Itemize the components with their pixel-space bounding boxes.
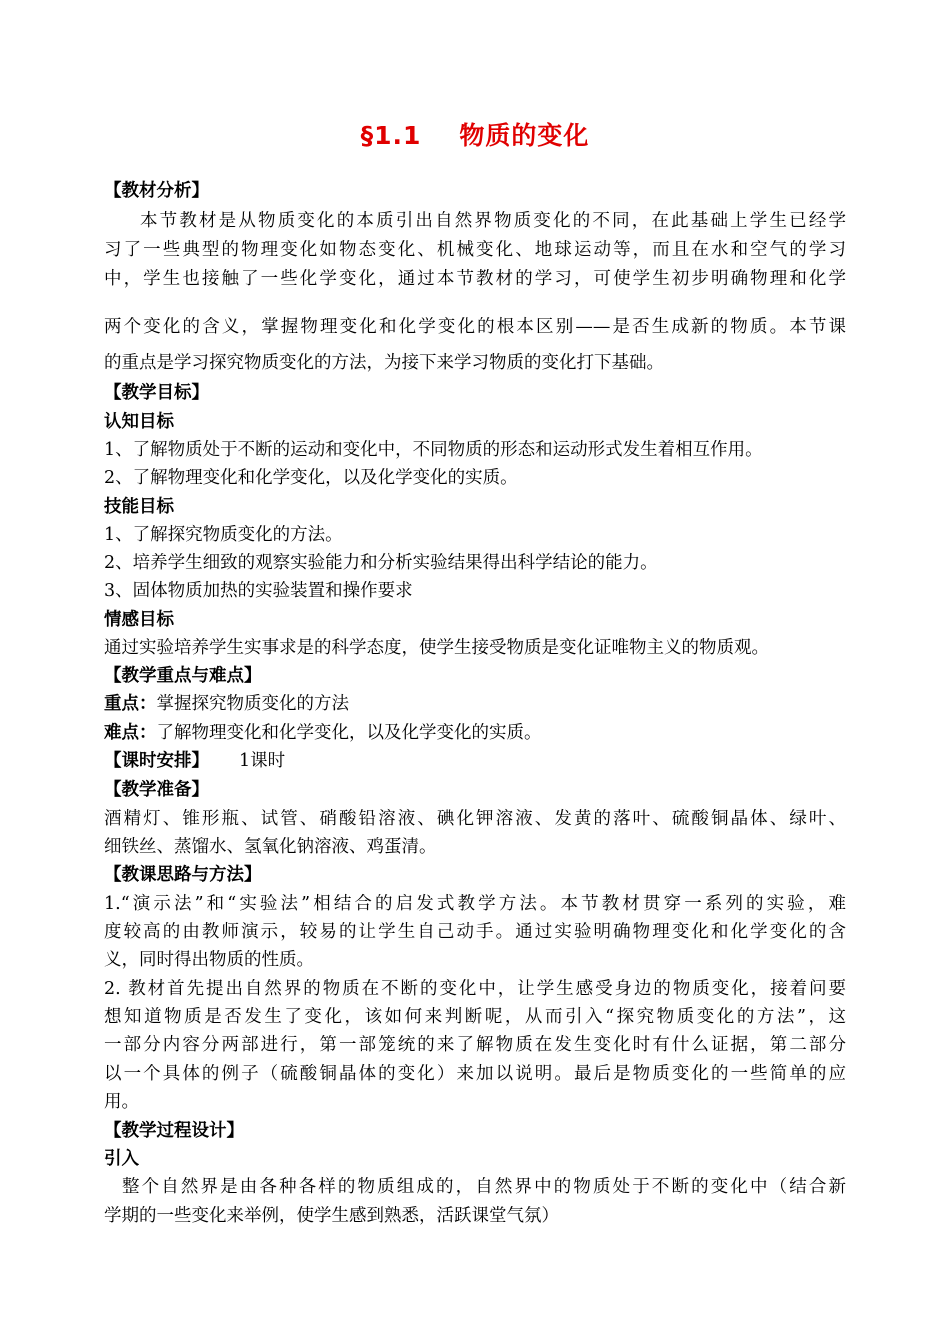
emotion-text: 通过实验培养学生实事求是的科学态度，使学生接受物质是变化证唯物主义的物质观。 [104, 638, 769, 658]
method-line: 以一个具体的例子（硫酸铜晶体的变化）来加以说明。最后是物质变化的一些简单的应 [104, 1064, 846, 1084]
emotion-heading: 情感目标 [104, 610, 174, 630]
difficult-point [104, 719, 846, 747]
title-text: 物质的变化 [459, 121, 590, 150]
prep-line: 酒精灯、锥形瓶、试管、硝酸铅溶液、碘化钾溶液、发黄的落叶、硫酸铜晶体、绿叶、 [104, 809, 846, 829]
schedule [104, 747, 846, 775]
analysis-line: 习了一些典型的物理变化如物态变化、机械变化、地球运动等，而且在水和空气的学习 [104, 240, 846, 260]
process-heading: 【教学过程设计】 [104, 1121, 244, 1141]
skill-item: 1、了解探究物质变化的方法。 [104, 525, 343, 545]
intro-line: 学期的一些变化来举例，使学生感到熟悉，活跃课堂气氛） [104, 1206, 559, 1226]
goals-heading: 【教学目标】 [104, 383, 209, 403]
analysis-line: 中，学生也接触了一些化学变化，通过本节教材的学习，可使学生初步明确物理和化学 [104, 269, 846, 289]
analysis-line: 两个变化的含义，掌握物理变化和化学变化的根本区别——是否生成新的物质。本节课 [104, 317, 846, 337]
section-number: §1.1 [360, 121, 422, 150]
method-line: 用。 [104, 1092, 139, 1112]
difficult-label: 难点： [104, 723, 157, 743]
analysis-line: 本节教材是从物质变化的本质引出自然界物质变化的不同，在此基础上学生已经学 [140, 211, 846, 231]
difficult-text: 了解物理变化和化学变化，以及化学变化的实质。 [156, 723, 542, 743]
page-title [0, 116, 950, 152]
method-line: 义，同时得出物质的性质。 [104, 950, 314, 970]
prep-line: 细铁丝、蒸馏水、氢氧化钠溶液、鸡蛋清。 [104, 837, 437, 857]
intro-heading: 引入 [104, 1149, 139, 1169]
analysis-line: 的重点是学习探究物质变化的方法，为接下来学习物质的变化打下基础。 [104, 353, 664, 373]
method-line: 2. 教材首先提出自然界的物质在不断的变化中，让学生感受身边的物质变化，接着问要 [104, 979, 846, 999]
method-heading: 【教课思路与方法】 [104, 865, 262, 885]
cognitive-heading: 认知目标 [104, 412, 174, 432]
key-point [104, 690, 846, 718]
key-label: 重点： [104, 694, 157, 714]
cognitive-item: 2、了解物理变化和化学变化，以及化学变化的实质。 [104, 468, 518, 488]
method-line: 想知道物质是否发生了变化，该如何来判断呢，从而引入“探究物质变化的方法”，这 [104, 1007, 846, 1027]
schedule-heading: 【课时安排】 [104, 751, 209, 771]
method-line: 一部分内容分两部进行，第一部笼统的来了解物质在发生变化时有什么证据，第二部分 [104, 1035, 846, 1055]
cognitive-item: 1、了解物质处于不断的运动和变化中，不同物质的形态和运动形式发生着相互作用。 [104, 440, 763, 460]
key-text: 掌握探究物质变化的方法 [156, 694, 349, 714]
prep-heading: 【教学准备】 [104, 780, 209, 800]
schedule-value: 1课时 [239, 751, 286, 771]
focus-heading: 【教学重点与难点】 [104, 666, 262, 686]
method-line: 度较高的由教师演示，较易的让学生自己动手。通过实验明确物理变化和化学变化的含 [104, 922, 846, 942]
skill-item: 3、固体物质加热的实验装置和操作要求 [104, 581, 413, 601]
method-line: 1.“演示法”和“实验法”相结合的启发式教学方法。本节教材贯穿一系列的实验，难 [104, 894, 846, 914]
analysis-heading: 【教材分析】 [104, 181, 209, 201]
skill-heading: 技能目标 [104, 497, 174, 517]
intro-line: 整个自然界是由各种各样的物质组成的，自然界中的物质处于不断的变化中（结合新 [122, 1177, 846, 1197]
skill-item: 2、培养学生细致的观察实验能力和分析实验结果得出科学结论的能力。 [104, 553, 658, 573]
